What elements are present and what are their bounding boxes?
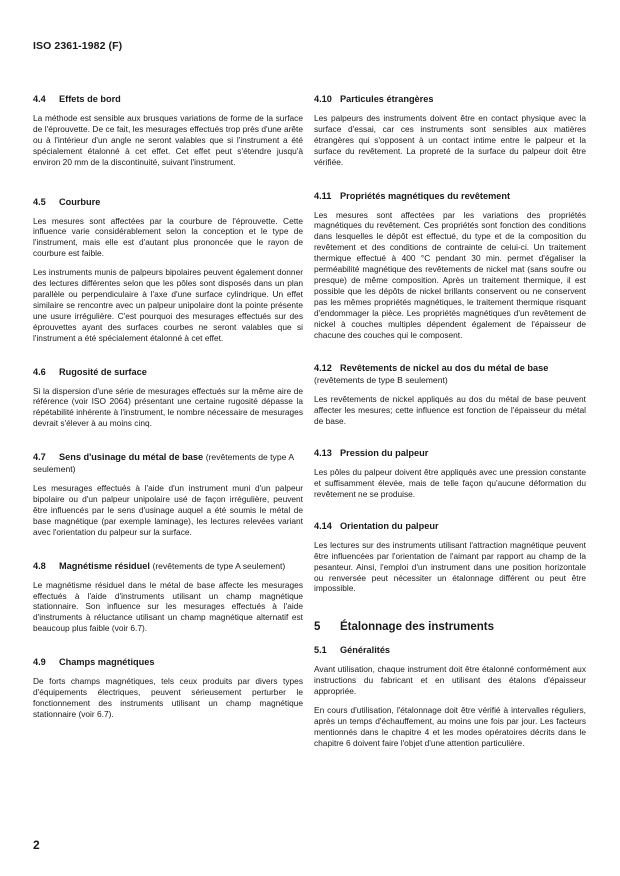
section-heading (314, 93, 586, 105)
section-title: Propriétés magnétiques du revêtement (340, 190, 511, 201)
section-title: Généralités (340, 645, 391, 656)
section-heading (314, 190, 586, 202)
paragraph: Les mesures sont affectées par les variations des propriétés magnétiques du revêtement. Ces propriétés sont fonction des conditions dans lesquelles le dépôt est effectué, du type et de la composition du revêtement et des conditions de contrainte de celui-ci. Un traitement thermique effectué à 400 °C pendant 30 min. permet d'égaliser la perméabilité magnétique des revêtements de nickel mat (sans soufre ou presque) de même composition. Après un traitement thermique, il est possible que les dépôts de nickel brillants conservent ou ne conservent pas les mêmes propriétés magnétiques, le traitement thermique risquant d'endommager la pièce. Les propriétés magnétiques d'un revêtement de nickel à couches multiples dépendent également de l'épaisseur de chacune des couches qui le composent. (314, 209, 586, 340)
section-title: Revêtements de nickel au dos du métal de base (340, 363, 549, 374)
section-number: 4.5 (33, 196, 46, 207)
section-heading (33, 366, 303, 378)
chapter-number: 5 (314, 621, 321, 634)
section-number: 4.14 (314, 520, 332, 531)
section-heading (33, 196, 303, 208)
section-4-9 (33, 656, 303, 720)
section-4-11 (314, 190, 586, 341)
chapter-5 (314, 620, 586, 748)
paragraph: Les pôles du palpeur doivent être appliqués avec une pression constante et suffisamment élevée, mais de telle façon qu'aucune déformation du revêtement ne se produise. (314, 467, 586, 499)
section-number: 5.1 (314, 645, 327, 656)
section-heading (314, 644, 586, 656)
section-title: Orientation du palpeur (340, 520, 439, 531)
paragraph: Les lectures sur des instruments utilisant l'attraction magnétique peuvent être influencées par l'orientation de l'aimant par rapport au champ de la pesanteur. Ainsi, l'emploi d'un instrument dans une position horizontale ou renversée peut nécessiter un étalonnage différent ou peut être impossible. (314, 539, 586, 594)
paragraph: Les instruments munis de palpeurs bipolaires peuvent également donner des lectures différentes selon que les pôles sont disposés dans un plan parallèle ou perpendiculaire à l'axe d'une surface cylindrique. Un effet similaire se rencontre avec un palpeur unipolaire dont la pointe présente une usure irrégulière. C'est pourquoi des mesurages effectués sur des éprouvettes ayant des surfaces courbes ne seront valables que si l'instrument a été spécialement étalonné à cet effet. (33, 267, 303, 343)
section-number: 4.12 (314, 363, 332, 374)
section-4-8 (33, 560, 303, 635)
section-number: 4.11 (314, 190, 332, 201)
section-4-12 (314, 362, 586, 427)
section-title: Courbure (59, 196, 101, 207)
document-header: ISO 2361-1982 (F) (33, 40, 123, 52)
section-heading (314, 520, 586, 532)
paragraph: Le magnétisme résiduel dans le métal de base affecte les mesurages effectués à l'aide d'instruments utilisant un champ magnétique stationnaire. Son influence sur les mesurages effectués à l'aide d'instruments à réluctance utilisant un champ magnétique alternatif est beaucoup plus faible (voir 6.7). (33, 579, 303, 634)
section-number: 4.13 (314, 448, 332, 459)
section-title: Champs magnétiques (59, 657, 155, 668)
section-heading (33, 451, 303, 475)
section-note: (revêtements de type A seulement) (33, 452, 294, 475)
paragraph: La méthode est sensible aux brusques variations de forme de la surface de l'éprouvette. De ce fait, les mesurages effectués trop près d'une arête ou à l'intérieur d'un angle ne seront valables que si l'instrument a été spécialement étalonné à cet effet. Cet effet peut s'étendre jusqu'à environ 20 mm de la discontinuité, suivant l'instrument. (33, 113, 303, 167)
page-number: 2 (33, 838, 40, 852)
section-4-5 (33, 196, 303, 344)
paragraph: Les mesures sont affectées par la courbure de l'éprouvette. Cette influence varie considérablement selon la conception et le type de l'instrument, mais elle est d'autant plus prononcée que le rayon de courbure est faible. (33, 215, 303, 259)
section-heading (33, 93, 303, 105)
paragraph: Les revêtements de nickel appliqués au dos du métal de base peuvent affecter les mesures; cette influence est fonction de l'épaisseur du métal de base. (314, 394, 586, 427)
section-heading (314, 447, 586, 459)
section-number: 4.4 (33, 94, 46, 104)
section-note: (revêtements de type A seulement) (152, 560, 286, 571)
section-number: 4.10 (314, 94, 332, 104)
paragraph: Les mesurages effectués à l'aide d'un instrument muni d'un palpeur bipolaire ou d'un palpeur unipolaire usé de façon irrégulière, peuvent être influencés par le sens d'usinage auquel a été soumis le métal de base magnétique (par exemple laminage), les lectures relevées variant avec l'orientation du palpeur sur la surface. (33, 483, 303, 537)
section-number: 4.6 (33, 366, 46, 377)
section-note: (revêtements de type B seulement) (314, 375, 448, 386)
section-title: Effets de bord (59, 94, 121, 104)
section-4-6 (33, 366, 303, 430)
section-4-13 (314, 447, 586, 500)
section-4-14 (314, 520, 586, 595)
left-column (33, 93, 303, 728)
section-title: Pression du palpeur (340, 448, 429, 459)
section-heading (314, 362, 586, 386)
section-title: Particules étrangères (340, 94, 434, 104)
section-title: Magnétisme résiduel (59, 560, 150, 571)
section-4-7 (33, 451, 303, 538)
paragraph: En cours d'utilisation, l'étalonnage doit être vérifié à intervalles réguliers, après un temps d'échauffement, au moins une fois par jour. Les facteurs mentionnés dans le chapitre 4 et les modes opératoires décrits dans le chapitre 6 doivent faire l'objet d'une attention particulière. (314, 705, 586, 748)
paragraph: Si la dispersion d'une série de mesurages effectués sur la même aire de référence (voir ISO 2064) présentant une certaine rugosité dépasse la répétabilité inhérente à l'instrument, le nombre nécessaire de mesurages devrait s'élever à au moins cinq. (33, 385, 303, 429)
paragraph: Les palpeurs des instruments doivent être en contact physique avec la surface d'essai, car ces instruments sont sensibles aux matières étrangères qui s'opposent à un contact intime entre le palpeur et la surface du revêtement. La propreté de la surface du palpeur doit être vérifiée. (314, 113, 586, 167)
right-column (314, 93, 586, 757)
section-title: Sens d'usinage du métal de base (59, 452, 204, 463)
section-heading (33, 656, 303, 668)
section-number: 4.8 (33, 560, 46, 571)
section-number: 4.7 (33, 452, 46, 463)
paragraph: Avant utilisation, chaque instrument doit être étalonné conformément aux instructions du fabricant et en utilisant des étalons d'épaisseur appropriée. (314, 664, 586, 697)
paragraph: De forts champs magnétiques, tels ceux produits par divers types d'équipements électriques, peuvent sérieusement perturber le fonctionnement des instruments utilisant un champ magnétique stationnaire (voir 6.7). (33, 676, 303, 719)
chapter-heading (314, 620, 586, 634)
section-4-4 (33, 93, 303, 168)
section-number: 4.9 (33, 657, 46, 668)
chapter-title: Étalonnage des instruments (340, 621, 495, 634)
section-heading (33, 560, 303, 572)
section-4-10 (314, 93, 586, 168)
section-title: Rugosité de surface (59, 366, 147, 377)
